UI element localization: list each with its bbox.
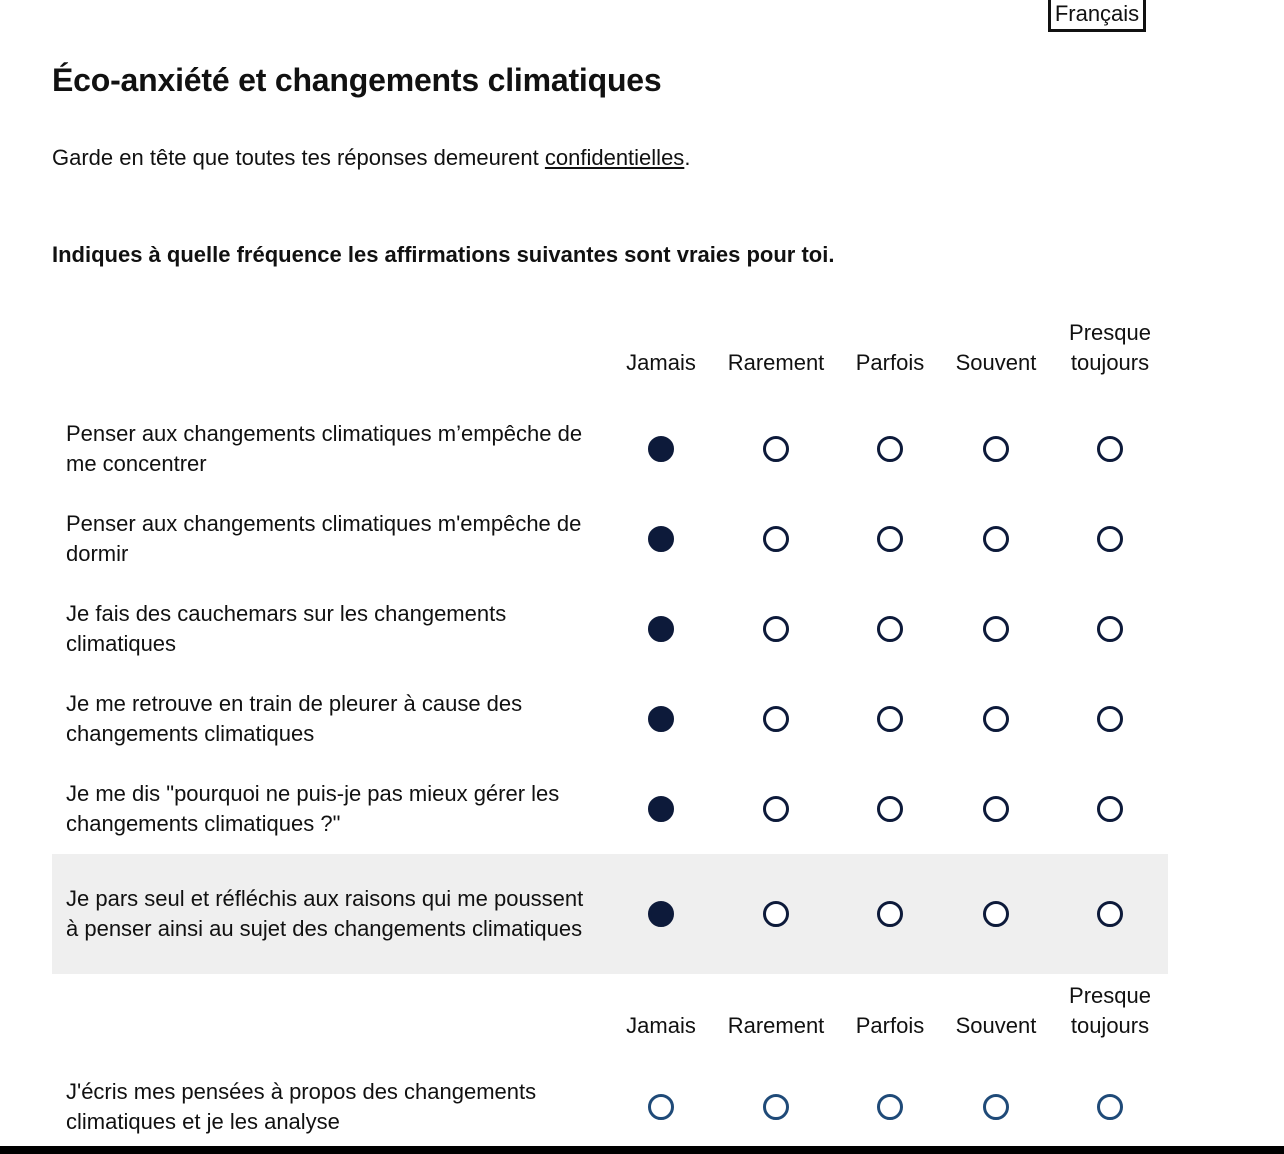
col-label-jamais: Jamais (626, 350, 696, 375)
radio-presque-toujours[interactable] (1097, 901, 1123, 927)
col-label-jamais: Jamais (626, 1013, 696, 1038)
question-label: Je fais des cauchemars sur les changements climatiques (66, 601, 507, 656)
question-matrix-2 (52, 981, 1168, 1147)
confidential-link[interactable]: confidentielles (544, 145, 685, 170)
radio-parfois[interactable] (877, 706, 903, 732)
radio-presque-toujours[interactable] (1097, 436, 1123, 462)
question-matrix-1 (52, 318, 1168, 974)
question-row-5 (52, 764, 1168, 854)
radio-rarement[interactable] (763, 796, 789, 822)
radio-jamais[interactable] (648, 796, 674, 822)
col-label-presque-toujours (1069, 318, 1151, 378)
radio-jamais[interactable] (648, 1094, 674, 1120)
radio-rarement[interactable] (763, 1094, 789, 1120)
radio-souvent[interactable] (983, 526, 1009, 552)
radio-souvent[interactable] (983, 436, 1009, 462)
question-row-6 (52, 854, 1168, 974)
question-label: Je pars seul et réfléchis aux raisons qui me poussent à penser ainsi au sujet des changements climatiques (66, 886, 584, 941)
radio-parfois[interactable] (877, 436, 903, 462)
instruction-text: Indiques à quelle fréquence les affirmations suivantes sont vraies pour toi. (52, 242, 835, 267)
radio-presque-toujours[interactable] (1097, 706, 1123, 732)
col-label-souvent: Souvent (955, 1013, 1037, 1038)
radio-presque-toujours[interactable] (1097, 616, 1123, 642)
radio-rarement[interactable] (763, 436, 789, 462)
col-label-toujours: toujours (1070, 350, 1150, 375)
question-label: Je me retrouve en train de pleurer à cause des changements climatiques (66, 691, 523, 746)
radio-rarement[interactable] (763, 901, 789, 927)
radio-presque-toujours[interactable] (1097, 526, 1123, 552)
radio-rarement[interactable] (763, 526, 789, 552)
bottom-bar (0, 1146, 1284, 1154)
question-label: Penser aux changements climatiques m'empêche de dormir (66, 511, 582, 566)
col-label-rarement: Rarement (727, 1013, 825, 1038)
radio-presque-toujours[interactable] (1097, 1094, 1123, 1120)
radio-parfois[interactable] (877, 796, 903, 822)
radio-rarement[interactable] (763, 706, 789, 732)
radio-souvent[interactable] (983, 706, 1009, 732)
col-label-rarement: Rarement (727, 350, 825, 375)
radio-parfois[interactable] (877, 616, 903, 642)
col-label-parfois: Parfois (855, 350, 925, 375)
matrix-header-row (52, 981, 1168, 1041)
radio-souvent[interactable] (983, 616, 1009, 642)
question-label: J'écris mes pensées à propos des changements climatiques et je les analyse (66, 1079, 537, 1134)
radio-jamais[interactable] (648, 436, 674, 462)
question-row-3 (52, 584, 1168, 674)
col-label-presque-toujours (1069, 981, 1151, 1041)
radio-jamais[interactable] (648, 901, 674, 927)
radio-jamais[interactable] (648, 526, 674, 552)
radio-rarement[interactable] (763, 616, 789, 642)
intro-text (52, 145, 690, 171)
radio-souvent[interactable] (983, 796, 1009, 822)
col-label-presque: Presque (1069, 983, 1151, 1008)
question-row-1 (52, 404, 1168, 494)
radio-souvent[interactable] (983, 901, 1009, 927)
col-label-souvent: Souvent (955, 350, 1037, 375)
radio-souvent[interactable] (983, 1094, 1009, 1120)
radio-jamais[interactable] (648, 706, 674, 732)
col-label-toujours: toujours (1070, 1013, 1150, 1038)
col-label-parfois: Parfois (855, 1013, 925, 1038)
intro-text-after: . (684, 145, 691, 170)
radio-parfois[interactable] (877, 1094, 903, 1120)
question-label: Je me dis "pourquoi ne puis-je pas mieux gérer les changements climatiques ?" (66, 781, 560, 836)
question-label: Penser aux changements climatiques m’empêche de me concentrer (66, 421, 583, 476)
radio-jamais[interactable] (648, 616, 674, 642)
question-row-7 (52, 1067, 1168, 1147)
question-row-4 (52, 674, 1168, 764)
language-button[interactable]: Français (1048, 0, 1146, 32)
matrix-header-row (52, 318, 1168, 378)
col-label-presque: Presque (1069, 320, 1151, 345)
intro-text-before: Garde en tête que toutes tes réponses demeurent (52, 145, 545, 170)
question-row-2 (52, 494, 1168, 584)
radio-parfois[interactable] (877, 901, 903, 927)
radio-parfois[interactable] (877, 526, 903, 552)
page-title: Éco-anxiété et changements climatiques (52, 62, 662, 98)
radio-presque-toujours[interactable] (1097, 796, 1123, 822)
